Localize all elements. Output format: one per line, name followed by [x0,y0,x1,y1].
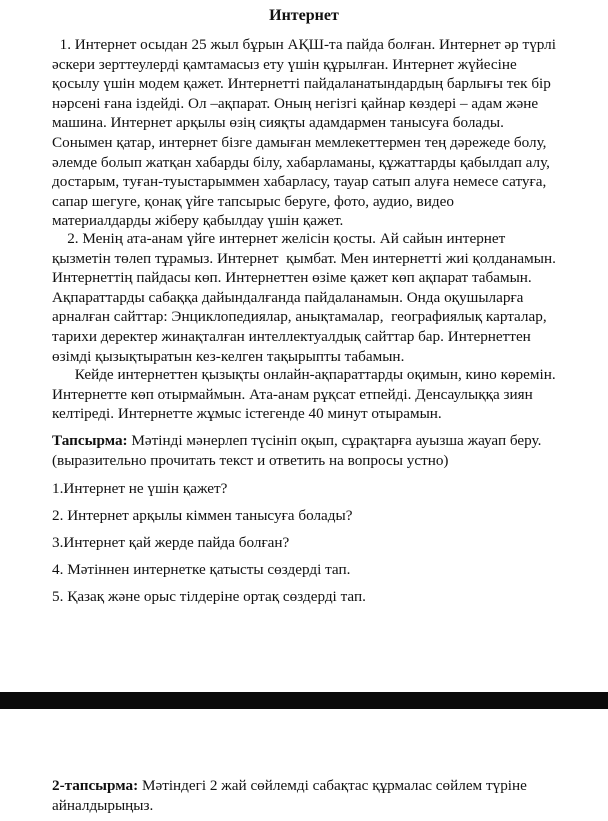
paragraph-line: қызметін төлеп тұрамыз. Интернет қымбат. Мен интернетті жиі қолданамын. [52,249,556,267]
question-3: 3.Интернет қай жерде пайда болған? [52,534,290,551]
task-2-instruction [52,776,582,815]
paragraph-line: 1. Интернет осыдан 25 жыл бұрын АҚШ-та пайда болған. Интернет әр түрлі [52,36,556,53]
black-divider-bar [0,692,608,709]
paragraph-2 [52,229,582,366]
paragraph-line: өзімді қызықтыратын кез-келген тақырыпты табамын. [52,347,405,365]
paragraph-line: Интернеттің пайдасы көп. Интернеттен өзіме қажет көп ақпарат табамын. [52,269,532,287]
task-2-text: Мәтіндегі 2 жай сөйлемді сабақтас құрмалас сөйлем түріне [138,777,527,794]
task-translation: (выразительно прочитать текст и ответить на вопросы устно) [52,451,449,469]
paragraph-line: арналған сайттар: Энциклопедиялар, анықтамалар, географиялық карталар, [52,308,547,326]
paragraph-line: қосылу үшін модем қажет. Интернетті пайдаланатындардың барлығы тек бір [52,75,551,93]
question-1: 1.Интернет не үшін қажет? [52,480,228,497]
paragraph-line: әлемде болып жатқан хабарды білу, хабарламаны, құжаттарды қабылдап алу, [52,153,550,171]
question-2: 2. Интернет арқылы кіммен танысуға болады? [52,507,353,524]
task-line [52,431,582,451]
paragraph-line: достарым, туған-туыстарыммен хабарласу, тауар сатып алуға немесе сатуға, [52,173,547,191]
paragraph-1 [52,35,582,231]
task-2-line [52,776,582,796]
task-label: Тапсырма: [52,432,128,449]
paragraph-line: Сонымен қатар, интернет бізге дамыған мемлекеттермен тең дәрежеде болу, [52,133,547,151]
paragraph-line: сапар шегуге, қонақ үйге тапсырыс беруге, фото, аудио, видео [52,192,454,210]
paragraph-line: Ақпараттарды сабаққа дайындалғанда пайдаланамын. Онда оқушыларға [52,288,524,306]
paragraph-line: машина. Интернет арқылы өзің сияқты адамдармен танысуға болады. [52,114,504,132]
task-text: Мәтінді мәнерлеп түсініп оқып, сұрақтарға ауызша жауап беру. [127,432,542,449]
paragraph-line: материалдарды жіберу қабылдау үшін қажет. [52,212,344,230]
task-instruction [52,431,582,470]
paragraph-line: әскери зерттеулерді қамтамасыз ету үшін құрылған. Интернет жүйесіне [52,55,517,73]
paragraph-line: нәрсені ғана іздейді. Ол –ақпарат. Оның негізгі қайнар көздері – адам және [52,94,539,112]
paragraph-line: Кейде интернеттен қызықты онлайн-ақпараттарды оқимын, кино көремін. [52,366,556,383]
question-4: 4. Мәтіннен интернетке қатысты сөздерді тап. [52,561,351,578]
task-2-label: 2-тапсырма: [52,777,139,794]
paragraph-line: Интернетте көп отырмаймын. Ата-анам рұқсат етпейді. Денсаулыққа зиян [52,385,533,403]
paragraph-line: тарихи деректер жинақталған интеллектуалдық сайттар бар. Интернеттен [52,327,531,345]
question-5: 5. Қазақ және орыс тілдеріне ортақ сөздерді тап. [52,588,366,605]
page-title: Интернет [269,7,339,24]
paragraph-line: келтіреді. Интернетте жұмыс істегенде 40 минут отырамын. [52,405,442,423]
task-2-line-2: айналдырыңыз. [52,796,154,814]
paragraph-3 [52,365,582,424]
paragraph-line: 2. Менің ата-анам үйге интернет желісін қосты. Ай сайын интернет [52,230,506,247]
